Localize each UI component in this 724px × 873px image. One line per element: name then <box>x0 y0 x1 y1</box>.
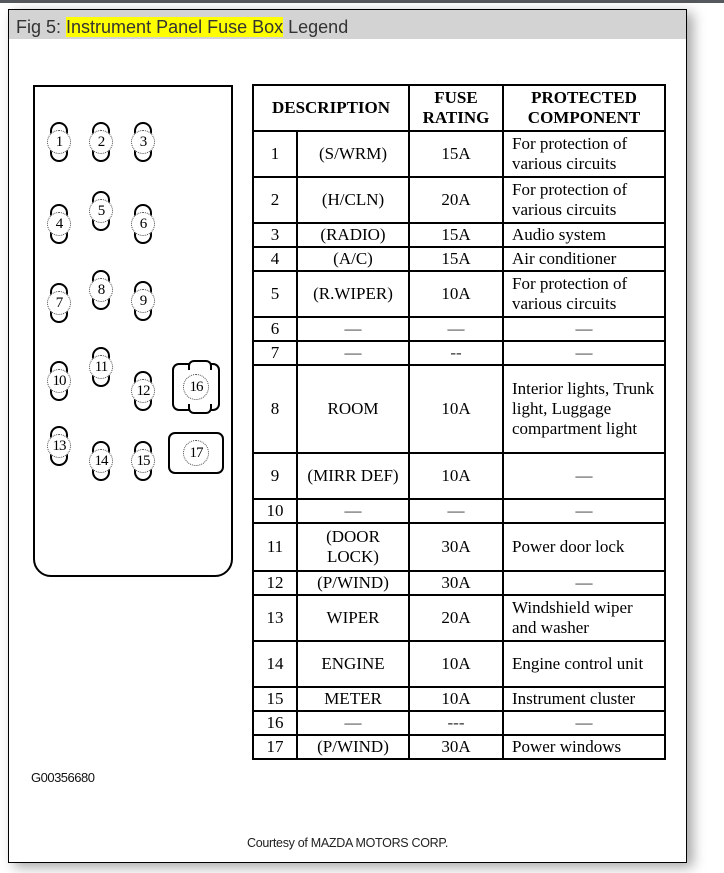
rating-cell: 10A <box>409 641 503 687</box>
description-cell: ROOM <box>297 365 409 453</box>
fuse-number: 15 <box>131 449 155 473</box>
fuse-number-cell: 4 <box>253 247 297 271</box>
table-row <box>253 711 665 735</box>
rating-cell: 15A <box>409 223 503 247</box>
fuse-number-cell: 13 <box>253 595 297 641</box>
fuse-number: 7 <box>47 291 71 315</box>
component-cell: For protection of various circuits <box>503 131 665 177</box>
fuse-2 <box>92 122 110 162</box>
description-cell: — <box>297 341 409 365</box>
fuse-number-cell: 12 <box>253 571 297 595</box>
fuse-9 <box>134 281 152 321</box>
component-cell: For protection of various circuits <box>503 271 665 317</box>
fuse-number-cell: 11 <box>253 523 297 571</box>
courtesy-credit: Courtesy of MAZDA MOTORS CORP. <box>246 836 448 850</box>
header-line: PROTECTED <box>531 88 637 107</box>
header-protected-component <box>503 85 665 131</box>
fuse-12 <box>134 371 152 411</box>
fuse-number-cell: 10 <box>253 499 297 523</box>
fuse-number: 3 <box>131 130 155 154</box>
fuse-number: 17 <box>183 440 209 466</box>
rating-cell: --- <box>409 711 503 735</box>
fuse-number: 13 <box>47 434 71 458</box>
table-row <box>253 341 665 365</box>
component-cell: Instrument cluster <box>503 687 665 711</box>
header-fuse-rating <box>409 85 503 131</box>
fuse-7 <box>50 283 68 323</box>
description-cell: METER <box>297 687 409 711</box>
description-cell: — <box>297 711 409 735</box>
component-cell: — <box>503 341 665 365</box>
rating-cell: 30A <box>409 523 503 571</box>
component-cell: — <box>503 317 665 341</box>
component-cell: For protection of various circuits <box>503 177 665 223</box>
fuse-15 <box>134 441 152 481</box>
fuse-8 <box>92 270 110 310</box>
component-cell: Power door lock <box>503 523 665 571</box>
fuse-number: 16 <box>183 374 209 400</box>
rating-cell: 10A <box>409 453 503 499</box>
description-cell: (R.WIPER) <box>297 271 409 317</box>
fuse-number-cell: 2 <box>253 177 297 223</box>
description-cell: (P/WIND) <box>297 571 409 595</box>
fuse-number-cell: 5 <box>253 271 297 317</box>
rating-cell: 10A <box>409 271 503 317</box>
fuse-16-relay <box>172 363 220 411</box>
fuse-number-cell: 1 <box>253 131 297 177</box>
fuse-number-cell: 14 <box>253 641 297 687</box>
table-row <box>253 317 665 341</box>
component-cell: Power windows <box>503 735 665 759</box>
fuse-box-diagram <box>33 85 233 577</box>
description-cell: (RADIO) <box>297 223 409 247</box>
component-cell: Air conditioner <box>503 247 665 271</box>
fuse-number-cell: 3 <box>253 223 297 247</box>
table-header-row <box>253 85 665 131</box>
fuse-number-cell: 8 <box>253 365 297 453</box>
table-row <box>253 177 665 223</box>
fuse-number-cell: 17 <box>253 735 297 759</box>
fuse-4 <box>50 204 68 244</box>
figure-title <box>16 16 348 38</box>
component-cell: Windshield wiper and washer <box>503 595 665 641</box>
image-code: G00356680 <box>31 770 95 785</box>
fuse-number: 1 <box>47 130 71 154</box>
description-cell: (MIRR DEF) <box>297 453 409 499</box>
component-cell: — <box>503 453 665 499</box>
title-suffix: Legend <box>283 17 349 37</box>
figure-card <box>8 9 687 863</box>
fuse-number: 4 <box>47 212 71 236</box>
description-cell: ENGINE <box>297 641 409 687</box>
description-cell: WIPER <box>297 595 409 641</box>
title-prefix: Fig 5: <box>16 17 67 37</box>
rating-cell: 30A <box>409 735 503 759</box>
relay-notch <box>188 404 212 414</box>
component-cell: — <box>503 711 665 735</box>
fuse-number-cell: 16 <box>253 711 297 735</box>
table-row <box>253 735 665 759</box>
rating-cell: 10A <box>409 687 503 711</box>
fuse-6 <box>134 204 152 244</box>
component-cell: — <box>503 571 665 595</box>
fuse-1 <box>50 122 68 162</box>
fuse-11 <box>92 347 110 387</box>
description-cell: (DOOR LOCK) <box>297 523 409 571</box>
rating-cell: -- <box>409 341 503 365</box>
rating-cell: — <box>409 317 503 341</box>
window-top-bar <box>0 0 724 3</box>
description-cell: — <box>297 317 409 341</box>
fuse-number: 12 <box>131 379 155 403</box>
fuse-number: 2 <box>89 130 113 154</box>
table-row <box>253 131 665 177</box>
fuse-legend-table <box>252 84 666 760</box>
fuse-3 <box>134 122 152 162</box>
fuse-number: 8 <box>89 278 113 302</box>
description-cell: (A/C) <box>297 247 409 271</box>
component-cell: Engine control unit <box>503 641 665 687</box>
fuse-number: 10 <box>47 369 71 393</box>
table-row <box>253 247 665 271</box>
rating-cell: 10A <box>409 365 503 453</box>
fuse-17-large <box>168 432 224 474</box>
table-row <box>253 453 665 499</box>
description-cell: (S/WRM) <box>297 131 409 177</box>
table-row <box>253 271 665 317</box>
fuse-14 <box>92 441 110 481</box>
rating-cell: 15A <box>409 131 503 177</box>
rating-cell: 15A <box>409 247 503 271</box>
fuse-number: 14 <box>89 449 113 473</box>
title-highlight: Instrument Panel Fuse Box <box>66 17 284 37</box>
fuse-number-cell: 6 <box>253 317 297 341</box>
table-row <box>253 571 665 595</box>
component-cell: Interior lights, Trunk light, Luggage compartment light <box>503 365 665 453</box>
fuse-5 <box>92 191 110 231</box>
relay-notch <box>188 360 212 370</box>
description-cell: — <box>297 499 409 523</box>
fuse-number-cell: 9 <box>253 453 297 499</box>
header-line: FUSE <box>434 88 478 107</box>
rating-cell: — <box>409 499 503 523</box>
table-row <box>253 687 665 711</box>
fuse-number-cell: 7 <box>253 341 297 365</box>
table-row <box>253 499 665 523</box>
description-cell: (P/WIND) <box>297 735 409 759</box>
fuse-10 <box>50 361 68 401</box>
fuse-13 <box>50 426 68 466</box>
table-row <box>253 641 665 687</box>
component-cell: Audio system <box>503 223 665 247</box>
table-row <box>253 523 665 571</box>
figure-title-bar <box>9 10 686 39</box>
fuse-number: 6 <box>131 212 155 236</box>
fuse-number: 11 <box>89 355 113 379</box>
description-cell: (H/CLN) <box>297 177 409 223</box>
fuse-number: 5 <box>89 199 113 223</box>
table-row <box>253 365 665 453</box>
rating-cell: 20A <box>409 177 503 223</box>
header-line: COMPONENT <box>527 108 641 127</box>
fuse-number: 9 <box>131 289 155 313</box>
rating-cell: 30A <box>409 571 503 595</box>
table-row <box>253 223 665 247</box>
fuse-number-cell: 15 <box>253 687 297 711</box>
rating-cell: 20A <box>409 595 503 641</box>
component-cell: — <box>503 499 665 523</box>
header-description: DESCRIPTION <box>253 85 409 131</box>
table-row <box>253 595 665 641</box>
header-line: RATING <box>422 108 490 127</box>
